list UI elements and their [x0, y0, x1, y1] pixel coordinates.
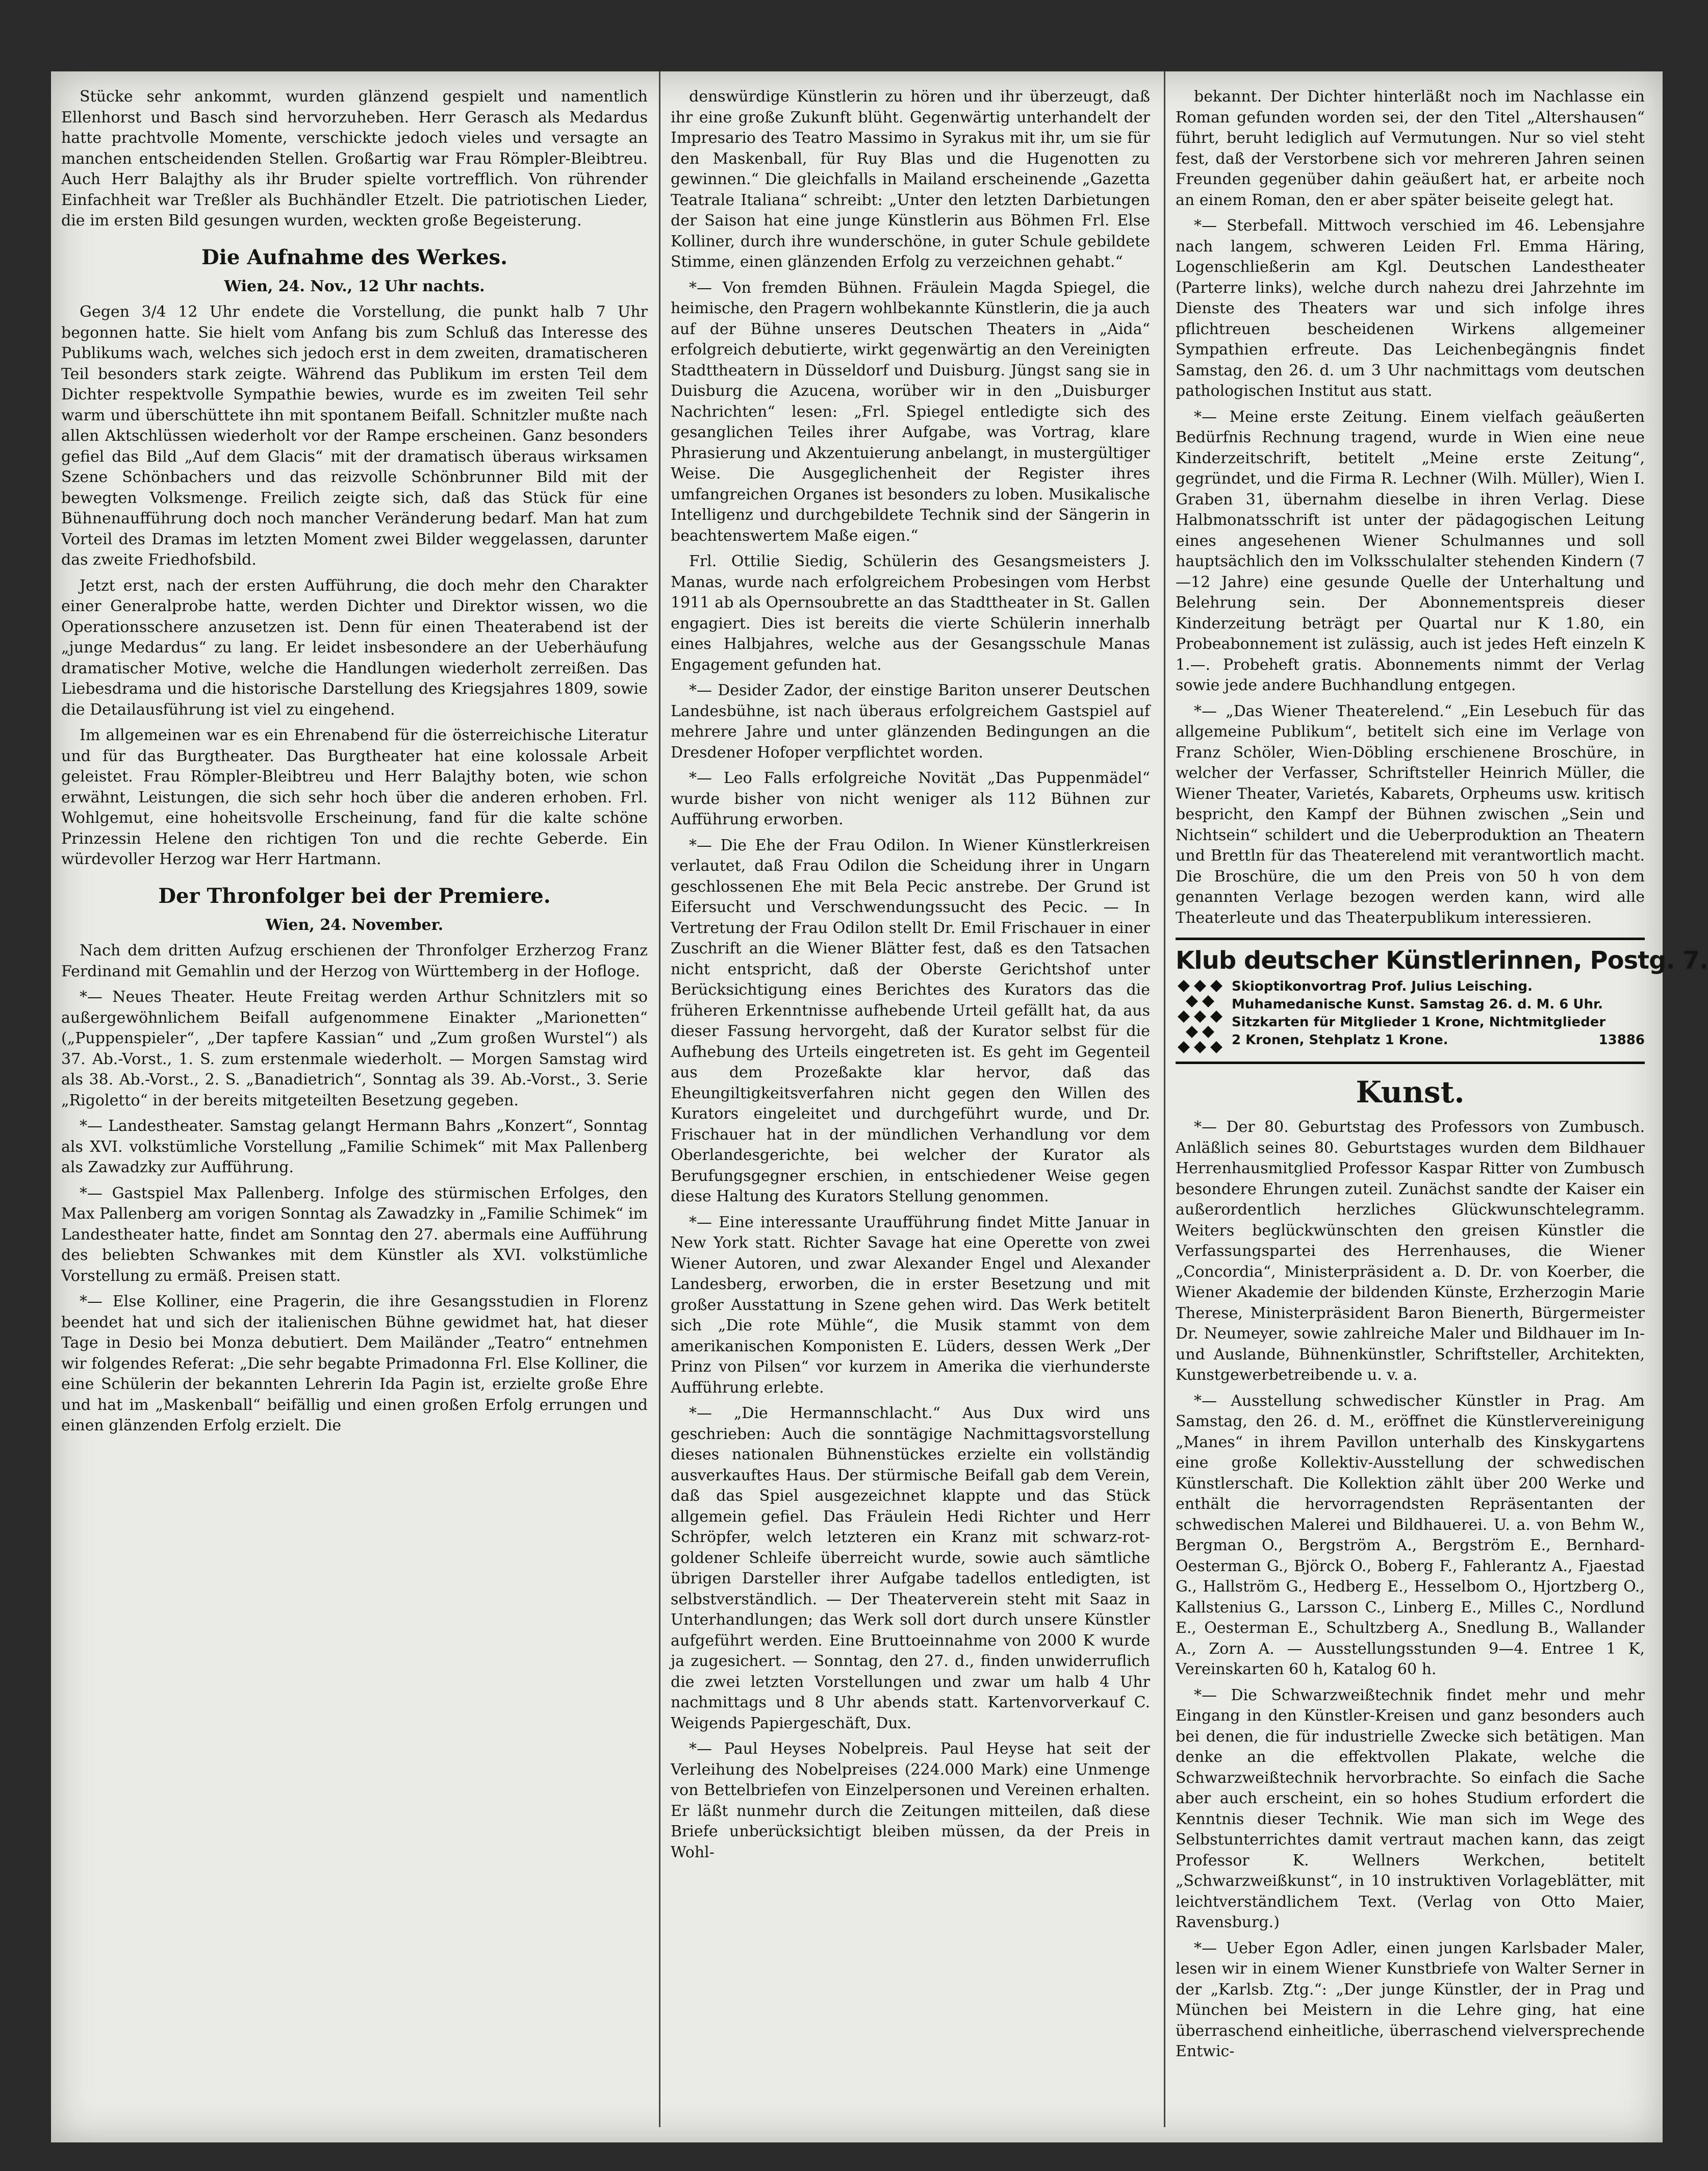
- paragraph: *— Die Ehe der Frau Odilon. In Wiener Künstlerkreisen verlautet, daß Frau Odilon die Scheidung ihrer in Ungarn geschlossenen Ehe mit Bela Pecic anstrebe. Der Grund ist Eifersucht und Verschwendungssucht des Pecic. — In Vertretung der Frau Odilon stellt Dr. Emil Frischauer in einer Zuschrift an die Wiener Blätter fest, daß es den Tatsachen nicht entspricht, daß der Oberste Gerichtshof unter Berücksichtigung eines Berichtes des Kurators das die früheren Erkenntnisse aufhebende Urteil gefällt hat, da aus dieser Fassung hervorgeht, daß der Kurator selbst für die Aufhebung des Urteils eingetreten ist. Es geht im Gegenteil aus dem Prozeßakte klar hervor, daß das Eheungiltigkeitsverfahren nicht gegen den Willen des Kurators eingeleitet und durchgeführt wurde, und Dr. Frischauer hat in der mündlichen Verhandlung vor dem Oberlandesgerichte, bei welcher der Kurator als Berufungsgegner erschien, in entschiedener Weise gegen diese Haltung des Kurators Stellung genommen.: [671, 836, 1150, 1205]
- paragraph: *— „Das Wiener Theaterelend.“ „Ein Lesebuch für das allgemeine Publikum“, betitelt sich eine im Verlage von Franz Schöler, Wien-Döbling erschienene Broschüre, in welcher der Verfasser, Schriftsteller Heinrich Müller, die Wiener Theater, Varietés, Kabarets, Orpheums usw. kritisch bespricht, den Kampf der Bühnen zwischen „Sein und Nichtsein“ schildert und die Ueberproduktion an Theatern und Brettln für das Theaterelend mit verantwortlich macht. Die Broschüre, die um den Preis von 50 h von dem genannten Verlage bezogen werden kann, wird alle Theaterleute und das Theaterpublikum interessieren.: [1176, 702, 1645, 927]
- section-heading: Die Aufnahme des Werkes.: [201, 245, 508, 269]
- dateline: Wien, 24. Nov., 12 Uhr nachts.: [224, 277, 485, 295]
- paragraph: *— Leo Falls erfolgreiche Novität „Das Puppenmädel“ wurde bisher von nicht weniger als 112 Bühnen zur Aufführung erworben.: [671, 769, 1150, 828]
- paragraph: *— Gastspiel Max Pallenberg. Infolge des stürmischen Erfolges, den Max Pallenberg am vorigen Sonntag als Zawadzky in „Familie Schimek“ im Landestheater hatte, findet am Sonntag den 27. abermals eine Aufführung des beliebten Schwankes mit dem Künstler als XVI. volkstümliche Vorstellung zu ermäß. Preisen statt.: [61, 1184, 648, 1285]
- ad-line: Skioptikonvortrag Prof. Julius Leisching.: [1232, 979, 1533, 994]
- paragraph: *— Von fremden Bühnen. Fräulein Magda Spiegel, die heimische, den Pragern wohlbekannte Künstlerin, die ja auch auf der Bühne unseres Deutschen Theaters in „Aida“ erfolgreich debutierte, wirkt gegenwärtig an den Vereinigten Stadttheatern in Düsseldorf und Duisburg. Jüngst sang sie in Duisburg die Azucena, worüber wir in den „Duisburger Nachrichten“ lesen: „Frl. Spiegel entledigte sich des gesanglichen Teiles ihrer Aufgabe, was Vortrag, klare Phrasierung und Akzentuierung anbelangt, in mustergültiger Weise. Die Ausgeglichenheit der Register ihres umfangreichen Organes ist besonders zu loben. Musikalische Intelligenz und durchgebildete Technik sind der Sängerin in beachtenswertem Maße eigen.“: [671, 279, 1150, 545]
- paragraph: Gegen 3/4 12 Uhr endete die Vorstellung, die punkt halb 7 Uhr begonnen hatte. Sie hielt vom Anfang bis zum Schluß das Interesse des Publikums wach, welches sich jedoch erst in dem zweiten, dramatischeren Teil besonders stark zeigte. Während das Publikum im ersten Teil dem Dichter respektvolle Sympathie bewies, wurde es im zweiten Teil sehr warm und überschüttete ihn mit spontanem Beifall. Schnitzler mußte nach allen Aktschlüssen wiederholt vor der Rampe erscheinen. Ganz besonders gefiel das Bild „Auf dem Glacis“ mit der dramatisch überaus wirksamen Szene Schönbachers und das reizvolle Schönbrunner Bild mit der bewegten Volksmenge. Freilich zeigte sich, daß das Stück für eine Bühnenaufführung doch noch mancher Veränderung bedarf. Man hat zum Vorteil des Dramas im letzten Moment zwei Bilder weggelassen, darunter das zweite Friedhofsbild.: [61, 303, 648, 569]
- section-heading-kunst: Kunst.: [1356, 1075, 1465, 1109]
- section-heading: Der Thronfolger bei der Premiere.: [158, 883, 551, 908]
- paragraph: *— Neues Theater. Heute Freitag werden Arthur Schnitzlers mit so außergewöhnlichem Beifall aufgenommene Einakter „Marionetten“ („Puppenspieler“, „Der tapfere Kassian“ und „Zum großen Wurstel“) als 37. Ab.-Vorst., 1. S. zum erstenmale wiederholt. — Morgen Samstag wird als 38. Ab.-Vorst., 2. S. „Banadietrich“, Sonntag als 39. Ab.-Vorst., 3. Serie „Rigoletto“ in der bereits mitgeteilten Besetzung gegeben.: [61, 988, 648, 1109]
- paragraph: denswürdige Künstlerin zu hören und ihr überzeugt, daß ihr eine große Zukunft blüht. Gegenwärtig unterhandelt der Impresario des Teatro Massimo in Syrakus mit ihr, um sie für den Maskenball, für Ruy Blas und die Hugenotten zu gewinnen.“ Die gleichfalls in Mailand erscheinende „Gazetta Teatrale Italiana“ schreibt: „Unter den letzten Darbietungen der Saison hat eine junge Künstlerin aus Böhmen Frl. Else Kolliner, durch ihre wunderschöne, in guter Schule gebildete Stimme, einen glänzenden Erfolg zu verzeichnen gehabt.“: [671, 88, 1150, 271]
- paragraph: Stücke sehr ankommt, wurden glänzend gespielt und namentlich Ellenhorst und Basch sind hervorzuheben. Herr Gerasch als Medardus hatte prachtvolle Momente, verschickte jedoch vieles und versagte an manchen entscheidenden Stellen. Großartig war Frau Römpler-Bleibtreu. Auch Herr Balajthy als ihr Bruder spielte vortrefflich. Von rührender Einfachheit war Treßler als Buchhändler Etzelt. Die patriotischen Lieder, die im ersten Bild gesungen wurden, weckten große Begeisterung.: [61, 88, 648, 230]
- paragraph: *— Paul Heyses Nobelpreis. Paul Heyse hat seit der Verleihung des Nobelpreises (224.000 Mark) eine Unmenge von Bettelbriefen von Einzelpersonen und Vereinen erhalten. Er läßt nunmehr durch die Zeitungen mitteilen, daß diese Briefe unberücksichtigt bleiben müssen, da der Preis in Wohl-: [671, 1740, 1150, 1861]
- paragraph: *— Landestheater. Samstag gelangt Hermann Bahrs „Konzert“, Sonntag als XVI. volkstümliche Vorstellung „Familie Schimek“ mit Max Pallenberg als Zawadzky zur Aufführung.: [61, 1117, 648, 1176]
- paragraph: *— Eine interessante Uraufführung findet Mitte Januar in New York statt. Richter Savage hat eine Operette von zwei Wiener Autoren, und zwar Alexander Engel und Alexander Landesberg, erworben, die in erster Besetzung und mit großer Ausstattung in Szene gehen wird. Das Werk betitelt sich „Die rote Mühle“, die Musik stammt von dem amerikanischen Komponisten E. Lüders, dessen Werk „Der Prinz von Pilsen“ vor kurzem in Amerika die vierhunderste Aufführung erlebte.: [671, 1213, 1150, 1397]
- paragraph: *— Meine erste Zeitung. Einem vielfach geäußerten Bedürfnis Rechnung tragend, wurde in Wien eine neue Kinderzeitschrift, betitelt „Meine erste Zeitung“, gegründet, und die Firma R. Lechner (Wilh. Müller), Wien I. Graben 31, übernahm dieselbe in ihren Verlag. Diese Halbmonatsschrift ist unter der pädagogischen Leitung eines angesehenen Wiener Schulmannes und soll hauptsächlich den im Volksschulalter stehenden Kindern (7—12 Jahre) eine gesunde Quelle der Unterhaltung und Belehrung sein. Der Abonnementspreis dieser Kinderzeitung beträgt per Quartal nur K 1.80, ein Probeabonnement ist zulässig, auch ist jedes Heft einzeln K 1.—. Probeheft gratis. Abonnements nimmt der Verlag sowie jede andere Buchhandlung entgegen.: [1176, 408, 1645, 694]
- ad-line: Sitzkarten für Mitglieder 1 Krone, Nichtmitglieder: [1232, 1015, 1606, 1030]
- dateline: Wien, 24. November.: [265, 916, 444, 934]
- paragraph: *— Ausstellung schwedischer Künstler in Prag. Am Samstag, den 26. d. M., eröffnet die Künstlervereinigung „Manes“ in ihrem Pavillon unterhalb des Kinskygartens eine große Kollektiv-Ausstellung der schwedischen Künstlerschaft. Die Kollektion zählt über 200 Werke und enthält die hervorragendsten Repräsentanten der schwedischen Malerei und Bildhauerei. U. a. von Behm W., Bergman O., Bergström A., Bergström E., Bernhard-Oesterman G., Björck O., Boberg F., Fahlerantz A., Fjaestad G., Hallström G., Hedberg E., Hesselbom O., Hjortzberg O., Kallstenius G., Larsson C., Linberg E., Milles C., Nordlund E., Oesterman E., Schultzberg A., Snedlung B., Wallander A., Zorn A. — Ausstellungsstunden 9—4. Entree 1 K, Vereinskarten 60 h, Katalog 60 h.: [1176, 1392, 1645, 1678]
- advertisement: [1176, 938, 1708, 1064]
- ad-line: Muhamedanische Kunst. Samstag 26. d. M. 6 Uhr.: [1232, 997, 1603, 1012]
- paragraph: Im allgemeinen war es ein Ehrenabend für die österreichische Literatur und für das Burgtheater. Das Burgtheater hat eine kolossale Arbeit geleistet. Frau Römpler-Bleibtreu und Herr Balajthy boten, wie schon erwähnt, Leistungen, die sich sehr hoch über die anderen erhoben. Frl. Wohlgemut, eine hoheitsvolle Erscheinung, fand für die kalte schöne Prinzessin Helene den richtigen Ton und die rechte Geberde. Ein würdevoller Herzog war Herr Hartmann.: [61, 726, 648, 868]
- paragraph: *— Der 80. Geburtstag des Professors von Zumbusch. Anläßlich seines 80. Geburtstages wurden dem Bildhauer Herrenhausmitglied Professor Kaspar Ritter von Zumbusch besondere Ehrungen zuteil. Zunächst sandte der Kaiser ein außerordentlich herzliches Glückwunschtelegramm. Weiters beglückwünschten den greisen Künstler die Verfassungspartei des Herrenhauses, die Wiener „Concordia“, Ministerpräsident a. D. Dr. von Koerber, die Wiener Akademie der bildenden Künste, Erzherzogin Marie Therese, Ministerpräsident Baron Bienerth, Bürgermeister Dr. Neumeyer, sowie zahlreiche Maler und Bildhauer im In- und Auslande, Bühnenkünstler, Schriftsteller, Architekten, Kunstgewerbetreibende u. v. a.: [1176, 1118, 1645, 1384]
- paragraph: *— Die Schwarzweißtechnik findet mehr und mehr Eingang in den Künstler-Kreisen und ganz besonders auch bei denen, die für industrielle Zwecke sich betätigen. Man denke an die effektvollen Plakate, welche die Schwarzweißtechnik hervorbrachte. So einfach die Sache aber auch erscheint, ein so hohes Studium erfordert die Kenntnis dieser Technik. Wie man sich im Wege des Selbstunterrichtes damit vertraut machen kann, das zeigt Professor K. Wellners Werkchen, betitelt „Schwarzweißkunst“, in 10 instruktiven Vorlageblätter, mit leichtverständlichem Text. (Verlag von Otto Maier, Ravensburg.): [1176, 1686, 1645, 1931]
- paragraph: *— Sterbefall. Mittwoch verschied im 46. Lebensjahre nach langem, schweren Leiden Frl. Emma Häring, Logenschließerin am Kgl. Deutschen Landestheater (Parterre links), welche durch nahezu drei Jahrzehnte im Dienste des Theaters war und sich infolge ihres pflichtreuen bescheidenen Wirkens allgemeiner Sympathien erfreute. Das Leichenbegängnis findet Samstag, den 26. d. um 3 Uhr nachmittags vom deutschen pathologischen Institut aus statt.: [1176, 217, 1645, 400]
- ad-line-text: 2 Kronen, Stehplatz 1 Krone.: [1232, 1032, 1448, 1048]
- ad-title: Klub deutscher Künstlerinnen, Postg. 7.: [1176, 946, 1708, 975]
- column-2: [671, 87, 1150, 2122]
- paragraph: *— Desider Zador, der einstige Bariton unserer Deutschen Landesbühne, ist nach überaus erfolgreichem Gastspiel auf mehrere Jahre und unter glänzenden Bedingungen an die Dresdener Hofoper verpflichtet worden.: [671, 681, 1150, 762]
- diamond-ornament-icon: [1176, 978, 1225, 1054]
- paragraph: Jetzt erst, nach der ersten Aufführung, die doch mehr den Charakter einer Generalprobe hatte, werden Dichter und Direktor wissen, wo die Operationsschere anzusetzen ist. Denn für einen Theaterabend ist der „junge Medardus“ zu lang. Er leidet insbesondere an der Ueberhäufung dramatischer Motive, welche die Handlungen wiederholt zerreißen. Das Liebesdrama und die historische Darstellung des Kriegsjahres 1809, sowie die Detailausführung ist viel zu eingehend.: [61, 576, 648, 719]
- column-1: [61, 87, 648, 2122]
- column-3: [1176, 87, 1708, 2122]
- paragraph: *— Ueber Egon Adler, einen jungen Karlsbader Maler, lesen wir in einem Wiener Kunstbriefe von Walter Serner in der „Karlsb. Ztg.“: „Der junge Künstler, der in Prag und München bei Meistern in die Lehre ging, hat eine überraschend einheitliche, überraschend vielversprechende Entwic-: [1176, 1939, 1645, 2060]
- newspaper-page: [51, 71, 1708, 2142]
- paragraph: Frl. Ottilie Siedig, Schülerin des Gesangsmeisters J. Manas, wurde nach erfolgreichem Probesingen vom Herbst 1911 ab als Opernsoubrette an das Stadttheater in St. Gallen engagiert. Dies ist bereits die vierte Schülerin innerhalb eines Halbjahres, welche aus der Gesangsschule Manas Engagement gefunden hat.: [671, 552, 1150, 674]
- paragraph: bekannt. Der Dichter hinterläßt noch im Nachlasse ein Roman gefunden worden sei, der den Titel „Altershausen“ führt, beruht lediglich auf Vermutungen. Nur so viel steht fest, daß der Verstorbene sich vor mehreren Jahren seinen Freunden gegenüber dahin geäußert hat, er arbeite noch an einem Roman, den er aber später beiseite gelegt hat.: [1176, 88, 1645, 209]
- paragraph: Nach dem dritten Aufzug erschienen der Thronfolger Erzherzog Franz Ferdinand mit Gemahlin und der Herzog von Württemberg in der Hofloge.: [61, 942, 648, 980]
- ad-number: 13886: [1598, 1032, 1645, 1048]
- paragraph: *— Else Kolliner, eine Pragerin, die ihre Gesangsstudien in Florenz beendet hat und sich der italienischen Bühne gewidmet hat, hat dieser Tage in Desio bei Monza debutiert. Dem Mailänder „Teatro“ entnehmen wir folgendes Referat: „Die sehr begabte Primadonna Frl. Else Kolliner, die eine Schülerin der bekannten Lehrerin Ida Pagin ist, erzielte große Ehre und hat im „Maskenball“ beifällig und einen großen Erfolg errungen und einen glänzenden Erfolg erzielt. Die: [61, 1293, 648, 1434]
- paragraph: *— „Die Hermannschlacht.“ Aus Dux wird uns geschrieben: Auch die sonntägige Nachmittagsvorstellung dieses nationalen Bühnenstückes erzielte ein vollständig ausverkauftes Haus. Der stürmische Beifall gab dem Verein, daß das Spiel ausgezeichnet klappte und das Stück allgemein gefiel. Das Fräulein Hedi Richter und Herr Schröpfer, welch letzteren ein Kranz mit schwarz-rot-goldener Schleife überreicht wurde, sowie auch sämtliche übrigen Darsteller ihrer Aufgabe tadellos entledigten, ist selbstverständlich. — Der Theaterverein steht mit Saaz in Unterhandlungen; das Werk soll dort durch unsere Künstler aufgeführt werden. Eine Bruttoeinnahme von 2000 K wurde ja zugesichert. — Sonntag, den 27. d., finden unwiderruflich die zwei letzten Vorstellungen und zwar um halb 4 Uhr nachmittags und 8 Uhr abends statt. Kartenvorverkauf C. Weigends Papiergeschäft, Dux.: [671, 1404, 1150, 1732]
- ad-line: [1232, 1031, 1645, 1049]
- column-rule: [659, 71, 660, 2127]
- column-rule: [1164, 71, 1165, 2127]
